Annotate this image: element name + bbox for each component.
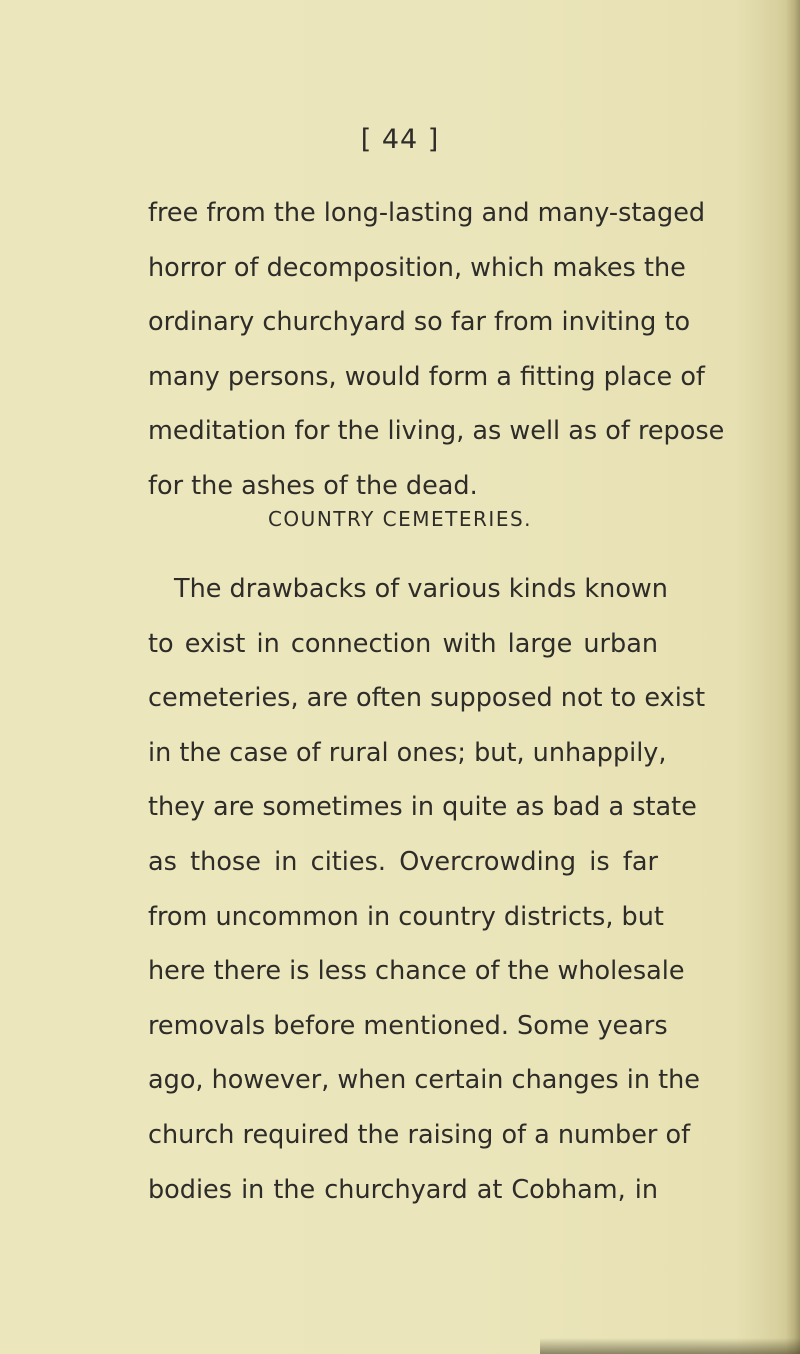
text-line: to exist in connection with large urban <box>148 628 658 659</box>
section-heading: COUNTRY CEMETERIES. <box>267 507 533 531</box>
text-line: for the ashes of the dead. <box>148 470 478 501</box>
text-line: as those in cities. Overcrowding is far <box>148 846 658 877</box>
text-line: meditation for the living, as well as of repose <box>148 416 725 447</box>
text-line: in the case of rural ones; but, unhappily, <box>148 737 667 768</box>
text-line: ordinary churchyard so far from inviting to <box>148 307 691 338</box>
text-line: ago, however, when certain changes in the <box>148 1065 700 1096</box>
text-line: many persons, would form a fitting place of <box>148 361 705 392</box>
text-line: The drawbacks of various kinds known <box>174 574 668 604</box>
text-line: horror of decomposition, which makes the <box>148 252 686 283</box>
paragraph-1 <box>148 186 725 514</box>
text-line: bodies in the churchyard at Cobham, in <box>148 1174 658 1205</box>
text-line: cemeteries, are often supposed not to exist <box>148 683 706 714</box>
bottom-edge-shadow <box>540 1338 800 1354</box>
text-line: free from the long-lasting and many-staged <box>148 198 706 228</box>
paragraph-2 <box>148 562 706 1217</box>
text-line: church required the raising of a number of <box>148 1119 691 1150</box>
text-line: here there is less chance of the wholesale <box>148 956 685 987</box>
text-line: from uncommon in country districts, but <box>148 901 664 932</box>
text-line: they are sometimes in quite as bad a state <box>148 792 697 823</box>
page-number: [ 44 ] <box>360 124 440 155</box>
page-edge-shadow <box>786 0 800 1354</box>
text-line: removals before mentioned. Some years <box>148 1010 668 1041</box>
